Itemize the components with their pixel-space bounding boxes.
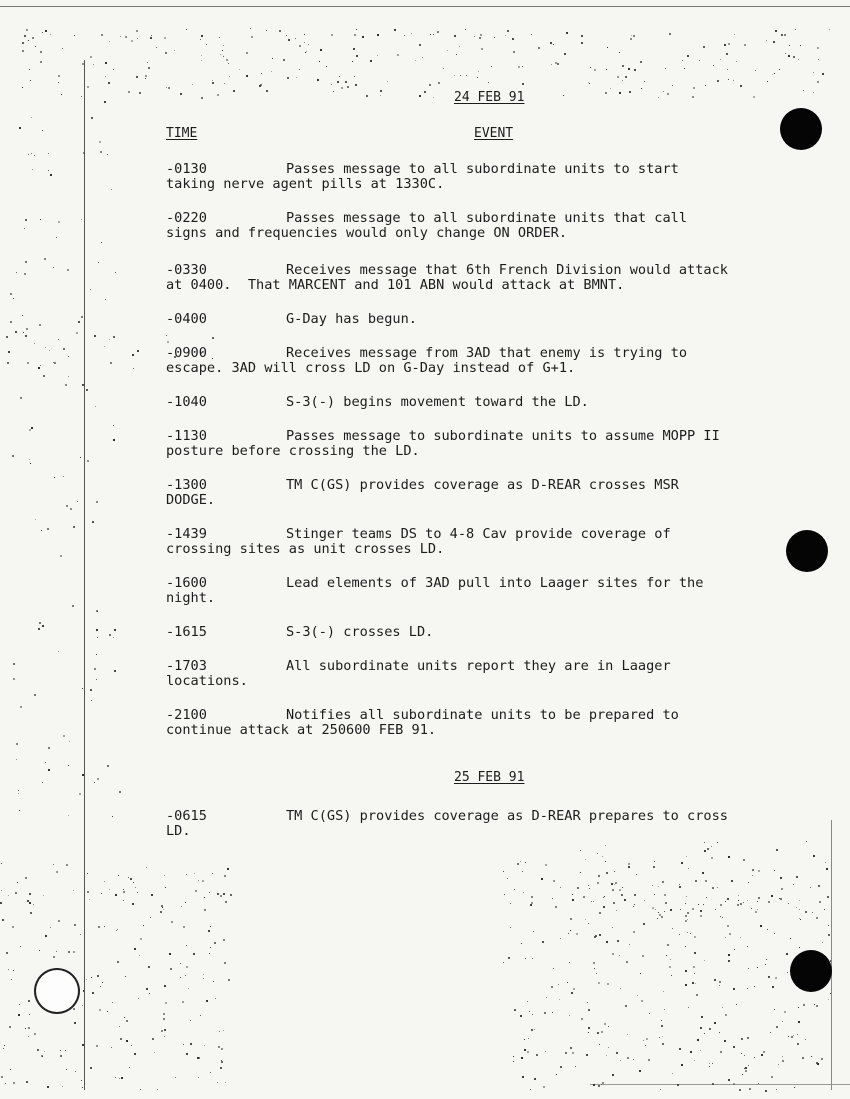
entry-time: -0900 <box>166 345 207 361</box>
entry-event-line2: taking nerve agent pills at 1330C. <box>166 176 445 192</box>
entry-event-line2: posture before crossing the LD. <box>166 443 420 459</box>
entry-event-line2: crossing sites as unit crosses LD. <box>166 541 445 557</box>
entry-event-line2: locations. <box>166 673 248 689</box>
entry-time: -0330 <box>166 262 207 278</box>
entry-time: -0220 <box>166 210 207 226</box>
entry-event-line2: DODGE. <box>166 492 216 508</box>
day2-date-heading: 25 FEB 91 <box>454 770 525 785</box>
left-margin-line <box>84 60 85 1090</box>
entry-event-line1: Receives message from 3AD that enemy is trying to <box>286 345 688 361</box>
entry-event-line1: Passes message to all subordinate units that call <box>286 210 688 226</box>
entry-event-line2: LD. <box>166 823 191 839</box>
entry-event-line1: Passes message to subordinate units to assume MOPP II <box>286 428 720 444</box>
punch-hole-bottom-left <box>34 968 80 1014</box>
punch-hole-top-right <box>780 108 822 150</box>
entry-time: -0130 <box>166 161 207 177</box>
entry-time: -1130 <box>166 428 207 444</box>
entry-event-line1: Stinger teams DS to 4-8 Cav provide coverage of <box>286 526 671 542</box>
day1-date-heading: 24 FEB 91 <box>454 90 525 105</box>
entry-event-line1: Notifies all subordinate units to be prepared to <box>286 707 679 723</box>
entry-event-line2: escape. 3AD will cross LD on G-Day instead of G+1. <box>166 360 576 376</box>
entry-time: -1703 <box>166 658 207 674</box>
entry-time: -1615 <box>166 624 207 640</box>
entry-event-line2: at 0400. That MARCENT and 101 ABN would attack at BMNT. <box>166 277 625 293</box>
entry-event-line1: Lead elements of 3AD pull into Laager sites for the <box>286 575 704 591</box>
punch-hole-bottom-right <box>790 950 832 992</box>
entry-time: -0615 <box>166 808 207 824</box>
entry-event-line1: G-Day has begun. <box>286 311 417 327</box>
entry-event-line2: continue attack at 250600 FEB 91. <box>166 722 437 738</box>
entry-event-line1: Receives message that 6th French Division would attack <box>286 262 728 278</box>
time-column-header: TIME <box>166 126 198 141</box>
entry-time: -1300 <box>166 477 207 493</box>
entry-event-line1: Passes message to all subordinate units to start <box>286 161 679 177</box>
entry-event-line1: TM C(GS) provides coverage as D-REAR prepares to cross <box>286 808 728 824</box>
right-margin-line <box>831 820 832 1090</box>
entry-event-line1: TM C(GS) provides coverage as D-REAR crosses MSR <box>286 477 679 493</box>
entry-event-line1: S-3(-) crosses LD. <box>286 624 434 640</box>
top-edge-rule <box>0 6 850 7</box>
entry-time: -1439 <box>166 526 207 542</box>
entry-time: -2100 <box>166 707 207 723</box>
entry-event-line1: S-3(-) begins movement toward the LD. <box>286 394 589 410</box>
event-column-header: EVENT <box>474 126 514 141</box>
entry-time: -1040 <box>166 394 207 410</box>
entry-event-line2: night. <box>166 590 216 606</box>
punch-hole-middle-right <box>786 530 828 572</box>
bottom-edge-rule <box>590 1084 850 1085</box>
entry-time: -1600 <box>166 575 207 591</box>
entry-event-line2: signs and frequencies would only change ON ORDER. <box>166 225 568 241</box>
entry-time: -0400 <box>166 311 207 327</box>
entry-event-line1: All subordinate units report they are in Laager <box>286 658 671 674</box>
